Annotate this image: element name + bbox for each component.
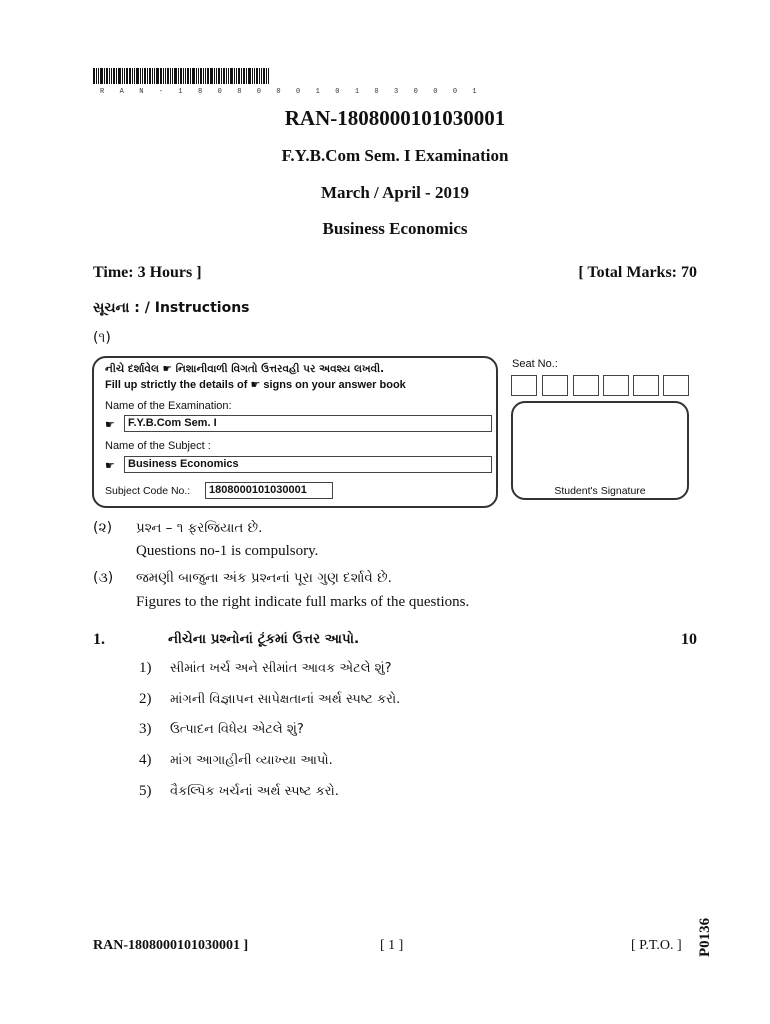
pointer-icon: ☛	[105, 419, 115, 431]
seat-number-cell	[573, 375, 599, 396]
footer-pto: [ P.T.O. ]	[631, 938, 682, 953]
question-1-text: નીચેના પ્રશ્નોનાં ટૂંકમાં ઉત્તર આપો.	[168, 631, 360, 647]
seat-number-label: Seat No.:	[512, 358, 558, 370]
subject-title: Business Economics	[322, 219, 468, 238]
barcode	[93, 68, 311, 84]
question-1-marks: 10	[681, 631, 697, 648]
exam-name-label: Name of the Examination:	[105, 400, 232, 412]
footer-paper-code: RAN-1808000101030001 ]	[93, 938, 249, 953]
seat-number-cell	[603, 375, 629, 396]
sub-question-number: 2)	[139, 691, 152, 707]
seat-number-cell	[633, 375, 659, 396]
student-signature-box	[511, 401, 689, 500]
seat-number-cell	[542, 375, 568, 396]
instruction-2-gujarati: પ્રશ્ન – ૧ ફરજિયાત છે.	[136, 520, 263, 536]
sub-question-text: સીમાંત ખર્ચ અને સીમાંત આવક એટલે શું?	[170, 661, 392, 676]
instruction-2-number: (૨)	[93, 520, 113, 536]
sub-question-text: ઉત્પાદન વિધેય એટલે શું?	[170, 722, 304, 737]
instruction-3-english: Figures to the right indicate full marks of the questions.	[136, 594, 470, 610]
sub-question-number: 1)	[139, 660, 152, 676]
subject-code-field: 1808000101030001	[205, 482, 333, 499]
seat-number-cell	[511, 375, 537, 396]
sub-question-number: 3)	[139, 721, 152, 737]
total-marks-label: [ Total Marks: 70	[578, 264, 697, 281]
pointer-icon: ☛	[105, 460, 115, 472]
instruction-3-gujarati: જમણી બાજુના અંક પ્રશ્નનાં પૂરા ગુણ દર્શાવે છે.	[136, 570, 392, 586]
footer-page-number: [ 1 ]	[380, 938, 404, 953]
instruction-2-english: Questions no-1 is compulsory.	[136, 543, 319, 559]
subject-code-label: Subject Code No.:	[105, 485, 191, 497]
student-signature-label: Student's Signature	[554, 485, 646, 497]
exam-name-field: F.Y.B.Com Sem. I	[124, 415, 492, 432]
exam-title: F.Y.B.Com Sem. I Examination	[281, 146, 509, 165]
paper-code-title: RAN-1808000101030001	[284, 106, 506, 130]
time-label: Time: 3 Hours ]	[93, 264, 202, 281]
sub-question-text: વૈકલ્પિક ખર્ચનાં અર્થ સ્પષ્ટ કરો.	[170, 784, 339, 799]
sub-question-number: 5)	[139, 783, 152, 799]
sub-question-number: 4)	[139, 752, 152, 768]
answer-book-details-box	[92, 356, 498, 508]
subject-name-field: Business Economics	[124, 456, 492, 473]
instruction-1-number: (૧)	[93, 330, 111, 346]
box-instruction-english: Fill up strictly the details of ☛ signs on your answer book	[105, 379, 406, 391]
seat-number-cell	[663, 375, 689, 396]
barcode-text: R A N - 1 8 0 8 0 0 0 1 0 1 0 3 0 0 0 1	[100, 88, 483, 96]
question-1-number: 1.	[93, 631, 105, 648]
side-paper-code: P0136	[697, 917, 713, 957]
sub-question-text: માંગ આગાહીની વ્યાખ્યા આપો.	[170, 753, 333, 768]
subject-name-label: Name of the Subject :	[105, 440, 211, 452]
instruction-3-number: (૩)	[93, 570, 114, 586]
instructions-heading: સૂચના : / Instructions	[93, 300, 250, 316]
session-title: March / April - 2019	[321, 183, 469, 202]
box-instruction-gujarati: નીચે દર્શાવેલ ☛ નિશાનીવાળી વિગતો ઉત્તરવહી પર અવશ્ય લખવી.	[105, 363, 385, 375]
sub-question-text: માંગની વિજ્ઞાપન સાપેક્ષતાનાં અર્થ સ્પષ્ટ કરો.	[170, 692, 401, 707]
